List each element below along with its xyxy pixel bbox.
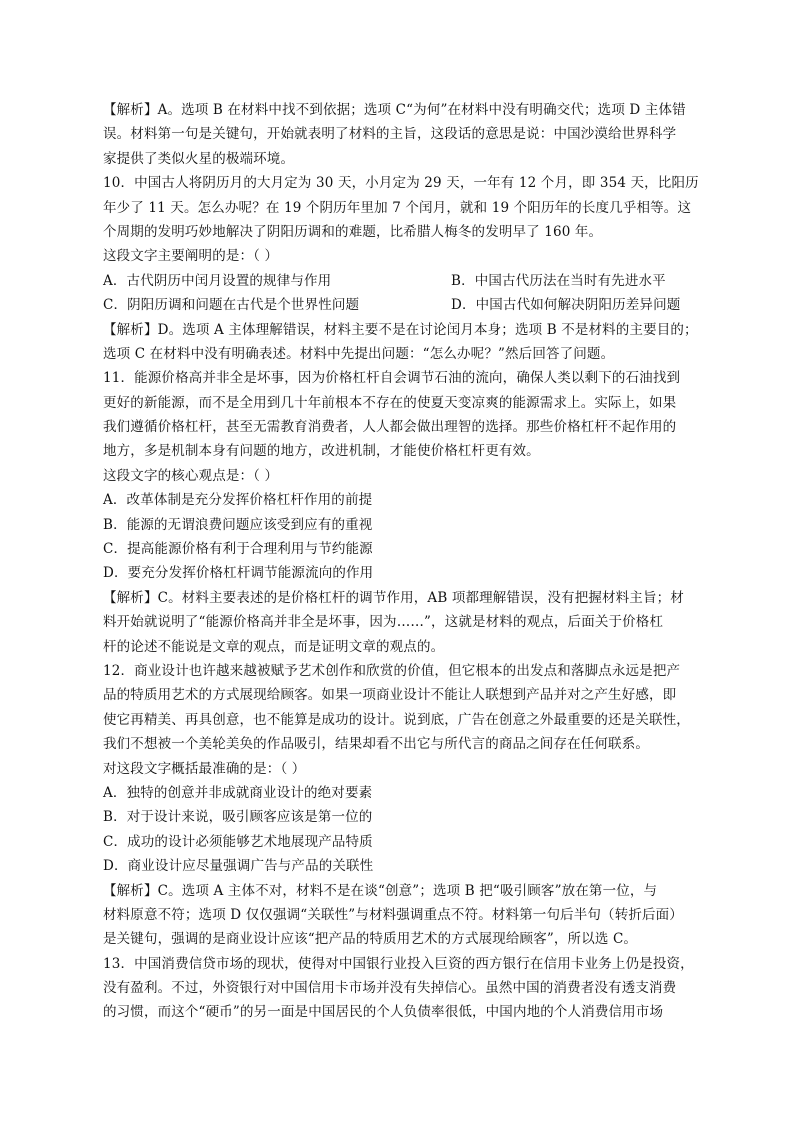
option-b: B．中国古代历法在当时有先进水平 — [451, 272, 666, 289]
text-line: 是关键句，强调的是商业设计应该“把产品的特质用艺术的方式展现给顾客”，所以选 C。 — [103, 931, 638, 948]
text-line: 没有盈利。不过，外资银行对中国信用卡市场并没有失掉信心。虽然中国的消费者没有透支消费 — [103, 980, 677, 997]
question-prompt: 这段文字的核心观点是：（ ） — [103, 467, 279, 484]
analysis-line: 【解析】C。选项 A 主体不对，材料不是在谈“创意”；选项 B 把“吸引顾客”放在第一位，与 — [103, 882, 658, 899]
option-c: C．提高能源价格有利于合理利用与节约能源 — [103, 541, 373, 558]
text-line: 材料原意不符；选项 D 仅仅强调“关联性”与材料强调重点不符。材料第一句后半句（转折后面） — [103, 906, 683, 923]
text-line: 杆的论述不能说是文章的观点，而是证明文章的观点的。 — [103, 638, 445, 655]
text-line: 更好的新能源，而不是全用到几十年前根本不存在的使夏天变凉爽的能源需求上。实际上，如果 — [103, 394, 677, 411]
text-line: 误。材料第一句是关键句，开始就表明了材料的主旨，这段话的意思是说：中国沙漠给世界科学 — [103, 126, 677, 143]
question-12-line: 12．商业设计也许越来越被赋予艺术创作和欣赏的价值，但它根本的出发点和落脚点永远是把产 — [103, 662, 681, 679]
options-row — [103, 269, 693, 293]
text-line: 料开始就说明了“能源价格高并非全是坏事，因为……”，这就是材料的观点，后面关于价格杠 — [103, 614, 664, 631]
text-line: 的习惯，而这个“硬币”的另一面是中国居民的个人负债率很低，中国内地的个人消费信用市场 — [103, 1004, 664, 1021]
text-line: 我们遵循价格杠杆，甚至无需教育消费者，人人都会做出理智的选择。那些价格杠杆不起作用的 — [103, 419, 677, 436]
option-d: D．商业设计应尽量强调广告与产品的关联性 — [103, 858, 374, 875]
text-line: 家提供了类似火星的极端环境。 — [103, 150, 295, 167]
analysis-line: 【解析】C。材料主要表述的是价格杠杆的调节作用，AB 项都理解错误，没有把握材料主旨；材 — [103, 589, 684, 606]
question-13-line: 13．中国消费信贷市场的现状，使得对中国银行业投入巨资的西方银行在信用卡业务上仍是投资， — [103, 955, 694, 972]
question-prompt: 这段文字主要阐明的是：（ ） — [103, 248, 279, 265]
option-a: A．古代阴历中闰月设置的规律与作用 — [103, 272, 332, 289]
question-11-line: 11．能源价格高并非全是坏事，因为价格杠杆自会调节石油的流向，确保人类以剩下的石油找到 — [103, 370, 681, 387]
analysis-line: 【解析】D。选项 A 主体理解错误，材料主要不是在讨论闰月本身；选项 B 不是材料的主要目的； — [103, 321, 698, 338]
option-c: C．阴阳历调和问题在古代是个世界性问题 — [103, 297, 360, 314]
option-a: A．独特的创意并非成就商业设计的绝对要素 — [103, 784, 373, 801]
option-b: B．对于设计来说，吸引顾客应该是第一位的 — [103, 809, 373, 826]
document-page — [103, 98, 699, 1025]
text-line: 使它再精美、再具创意，也不能算是成功的设计。说到底，广告在创意之外最重要的还是关联性， — [103, 711, 690, 728]
option-b: B．能源的无谓浪费问题应该受到应有的重视 — [103, 516, 373, 533]
option-d: D．要充分发挥价格杠杆调节能源流向的作用 — [103, 565, 374, 582]
text-line: 地方，多是机制本身有问题的地方，改进机制，才能使价格杠杆更有效。 — [103, 443, 540, 460]
text-line: 品的特质用艺术的方式展现给顾客。如果一项商业设计不能让人联想到产品并对之产生好感，即 — [103, 687, 677, 704]
question-10-line: 10．中国古人将阴历月的大月定为 30 天，小月定为 29 天，一年有 12 个月，即 354 天，比阳历 — [103, 175, 699, 192]
options-row — [103, 293, 693, 317]
text-line: 选项 C 在材料中没有明确表述。材料中先提出问题：“怎么办呢？”然后回答了问题。 — [103, 345, 615, 362]
option-c: C．成功的设计必须能够艺术地展现产品特质 — [103, 833, 373, 850]
text-line: 年少了 11 天。怎么办呢？在 19 个阴历年里加 7 个闰月，就和 19 个阳历年的长度几乎相等。这 — [103, 199, 692, 216]
text-line: 【解析】A。选项 B 在材料中找不到依据；选项 C“为何”在材料中没有明确交代；选项 D 主体错 — [103, 102, 686, 118]
question-prompt: 对这段文字概括最准确的是：（ ） — [103, 760, 306, 777]
option-a: A．改革体制是充分发挥价格杠杆作用的前提 — [103, 492, 373, 509]
option-d: D．中国古代如何解决阴阳历差异问题 — [451, 297, 681, 314]
text-line: 个周期的发明巧妙地解决了阴阳历调和的难题，比希腊人梅冬的发明早了 160 年。 — [103, 223, 603, 240]
text-line: 我们不想被一个美轮美奂的作品吸引，结果却看不出它与所代言的商品之间存在任何联系。 — [103, 736, 649, 753]
